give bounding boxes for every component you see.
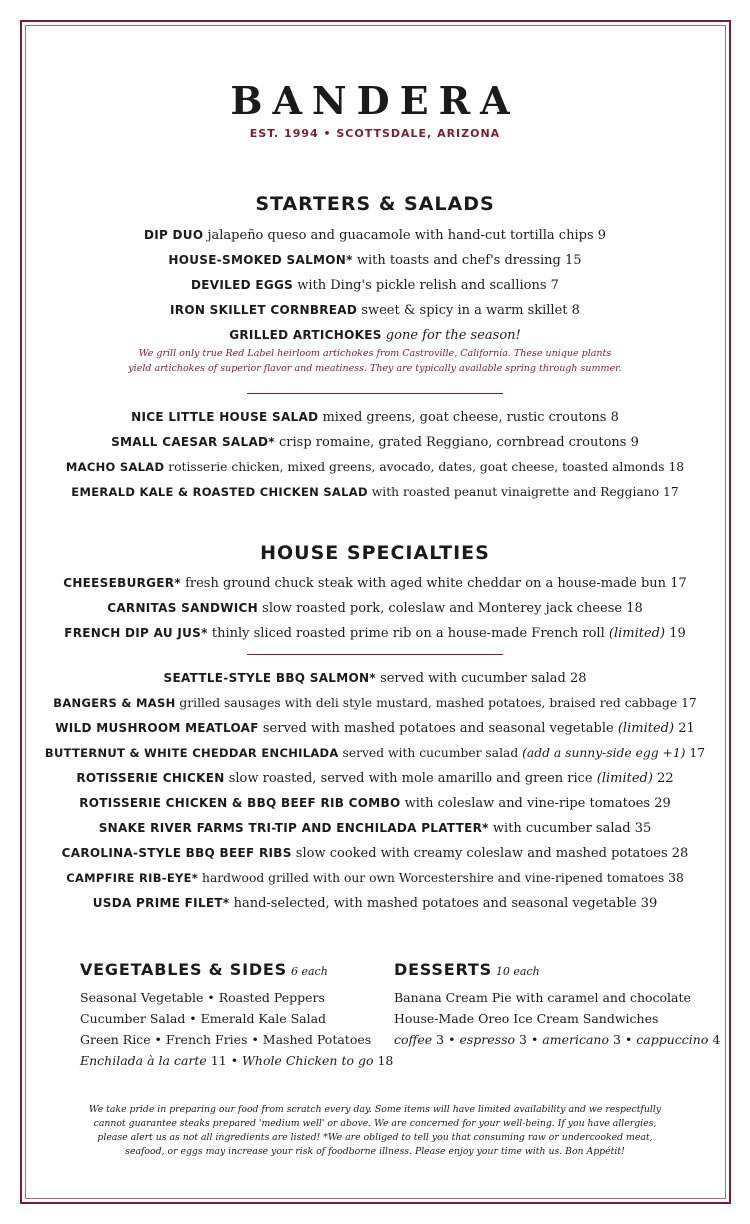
item-name: BANGERS & MASH (53, 696, 176, 710)
desserts-heading (394, 960, 540, 979)
item-price: 9 (597, 228, 607, 243)
item-name: ROTISSERIE CHICKEN (76, 771, 225, 785)
item-note: (limited) (608, 626, 666, 641)
separator: • (624, 1032, 633, 1047)
coffee-price: 3 (436, 1032, 445, 1047)
item-price: 21 (678, 721, 695, 736)
item-name: SNAKE RIVER FARMS TRI-TIP AND ENCHILADA PLATTER* (98, 821, 489, 835)
item-desc: with coleslaw and vine-ripe tomatoes (404, 796, 651, 811)
menu-item-campfire-rib-eye (0, 869, 750, 887)
menu-item-small-caesar-salad (0, 433, 750, 452)
item-note: (limited) (596, 771, 653, 786)
item-name: CAMPFIRE RIB-EYE* (66, 871, 199, 885)
item-name: CARNITAS SANDWICH (107, 601, 259, 615)
separator: • (530, 1032, 539, 1047)
item-name: EMERALD KALE & ROASTED CHICKEN SALAD (71, 485, 368, 499)
menu-item-butternut-enchilada (0, 744, 750, 762)
item-price: 28 (671, 846, 689, 861)
item-desc: slow roasted pork, coleslaw and Monterey jack cheese (262, 601, 623, 616)
item-desc: with roasted peanut vinaigrette and Reggiano (371, 485, 660, 499)
item-desc: sweet & spicy in a warm skillet (361, 303, 568, 318)
sides-title: VEGETABLES & SIDES (80, 960, 287, 979)
item-price: 15 (565, 253, 582, 268)
desserts-title: DESSERTS (394, 960, 492, 979)
item-name: HOUSE-SMOKED SALMON* (168, 253, 353, 267)
menu-item-dip-duo (0, 226, 750, 245)
item-desc: hardwood grilled with our own Worcestershire and vine-ripened tomatoes (202, 871, 665, 885)
item-desc: crisp romaine, grated Reggiano, cornbread croutons (279, 435, 627, 450)
item-name: BUTTERNUT & WHITE CHEDDAR ENCHILADA (44, 746, 339, 760)
item-name: SMALL CAESAR SALAD* (111, 435, 275, 449)
item-price: 19 (669, 626, 686, 641)
item-desc: with Ding's pickle relish and scallions (297, 278, 547, 293)
dessert-line: Banana Cream Pie with caramel and chocolate (394, 990, 691, 1005)
item-price: 17 (670, 576, 687, 591)
cappuccino-price: 4 (712, 1032, 721, 1047)
sides-list (80, 987, 393, 1071)
dessert-line: House-Made Oreo Ice Cream Sandwiches (394, 1011, 659, 1026)
menu-item-house-smoked-salmon (0, 251, 750, 270)
desserts-list (394, 987, 720, 1050)
item-price: 18 (626, 601, 643, 616)
enchilada-a-la-carte: Enchilada à la carte (80, 1053, 207, 1068)
item-desc: slow cooked with creamy coleslaw and mashed potatoes (295, 846, 668, 861)
item-name: USDA PRIME FILET* (92, 896, 230, 910)
menu-item-iron-skillet-cornbread (0, 301, 750, 320)
whole-chicken-price: 18 (377, 1053, 394, 1068)
item-name: GRILLED ARTICHOKES (229, 328, 382, 342)
item-name: SEATTLE-STYLE BBQ SALMON* (163, 671, 376, 685)
sides-line: Cucumber Salad • Emerald Kale Salad (80, 1011, 327, 1026)
item-name: NICE LITTLE HOUSE SALAD (131, 410, 319, 424)
starters-heading: STARTERS & SALADS (255, 193, 495, 215)
item-desc: with toasts and chef's dressing (356, 253, 561, 268)
item-price: 7 (550, 278, 559, 293)
item-price: 35 (634, 821, 652, 836)
menu-item-french-dip (0, 624, 750, 643)
item-price: 9 (630, 435, 639, 450)
menu-item-emerald-kale-salad (0, 483, 750, 501)
item-desc: rotisserie chicken, mixed greens, avocado, dates, goat cheese, toasted almonds (168, 460, 665, 474)
item-name: DEVILED EGGS (191, 278, 294, 292)
footer-line: cannot guarantee steaks prepared 'medium well' or above. We are concerned for your well-being. If you have allergies, (93, 1118, 657, 1129)
espresso-price: 3 (519, 1032, 527, 1047)
menu-item-grilled-artichokes (0, 326, 750, 345)
menu-item-usda-prime-filet (0, 894, 750, 913)
item-name: ROTISSERIE CHICKEN & BBQ BEEF RIB COMBO (79, 796, 401, 810)
item-name: IRON SKILLET CORNBREAD (170, 303, 358, 317)
item-desc: fresh ground chuck steak with aged white cheddar on a house-made bun (185, 576, 667, 591)
menu-item-carolina-bbq-ribs (0, 844, 750, 863)
menu-item-bangers-mash (0, 694, 750, 712)
separator: • (230, 1053, 239, 1068)
item-name: CHEESEBURGER* (63, 576, 181, 590)
item-price: 38 (668, 871, 684, 885)
section-divider (247, 393, 503, 394)
item-desc: hand-selected, with mashed potatoes and seasonal vegetable (233, 896, 637, 911)
item-price: 17 (681, 696, 697, 710)
item-desc: with cucumber salad (492, 821, 631, 836)
americano-name: americano (542, 1032, 610, 1047)
americano-price: 3 (613, 1032, 621, 1047)
item-price: 8 (610, 410, 619, 425)
footer-line: please alert us as not all ingredients are listed! *We are obliged to tell you that consuming raw or undercooked meat, (97, 1132, 653, 1143)
artichoke-note-line-1: We grill only true Red Label heirloom artichokes from Castroville, California. These unique plants (138, 348, 612, 359)
desserts-price: 10 each (495, 965, 540, 978)
menu-item-carnitas-sandwich (0, 599, 750, 618)
item-desc: served with cucumber salad (380, 671, 566, 686)
item-price: 18 (668, 460, 685, 474)
item-desc: mixed greens, goat cheese, rustic croutons (322, 410, 607, 425)
espresso-name: espresso (459, 1032, 516, 1047)
restaurant-tagline: EST. 1994 • SCOTTSDALE, ARIZONA (249, 127, 501, 140)
cappuccino-name: cappuccino (636, 1032, 709, 1047)
item-desc: thinly sliced roasted prime rib on a house-made French roll (211, 626, 605, 641)
coffee-name: coffee (394, 1032, 433, 1047)
item-name: WILD MUSHROOM MEATLOAF (55, 721, 259, 735)
item-price: 17 (663, 485, 679, 499)
item-desc: slow roasted, served with mole amarillo and green rice (228, 771, 593, 786)
sides-line: Green Rice • French Fries • Mashed Potatoes (80, 1032, 372, 1047)
item-desc: gone for the season! (385, 328, 521, 343)
sides-price: 6 each (290, 965, 328, 978)
item-name: FRENCH DIP AU JUS* (64, 626, 208, 640)
menu-item-cheeseburger (0, 574, 750, 593)
item-desc: grilled sausages with deli style mustard, mashed potatoes, braised red cabbage (179, 696, 678, 710)
specialties-heading: HOUSE SPECIALTIES (260, 542, 490, 564)
item-price: 29 (654, 796, 671, 811)
menu-item-nice-little-house-salad (0, 408, 750, 427)
item-desc: jalapeño queso and guacamole with hand-cut tortilla chips (207, 228, 594, 243)
item-name: DIP DUO (143, 228, 204, 242)
menu-item-macho-salad (0, 458, 750, 476)
item-price: 22 (657, 771, 674, 786)
menu-item-wild-mushroom-meatloaf (0, 719, 750, 738)
menu-item-deviled-eggs (0, 276, 750, 295)
menu-item-rotisserie-chicken (0, 769, 750, 788)
item-name: CAROLINA-STYLE BBQ BEEF RIBS (61, 846, 292, 860)
item-price: 8 (571, 303, 580, 318)
menu-item-rotisserie-bbq-combo (0, 794, 750, 813)
item-name: MACHO SALAD (65, 460, 165, 474)
restaurant-logo: BANDERA (230, 78, 520, 123)
sides-extra-line (80, 1050, 393, 1071)
whole-chicken-to-go: Whole Chicken to go (242, 1053, 374, 1068)
item-price: 28 (569, 671, 587, 686)
artichoke-note-line-2: yield artichokes of superior flavor and meatiness. They are typically available spring through summer. (128, 363, 622, 374)
item-desc: served with mashed potatoes and seasonal vegetable (262, 721, 614, 736)
footer-disclaimer (0, 1103, 750, 1159)
footer-line: seafood, or eggs may increase your risk of foodborne illness. Please enjoy your time with us. Bon Appétit! (125, 1146, 625, 1157)
menu-item-seattle-bbq-salmon (0, 669, 750, 688)
coffee-line (394, 1029, 720, 1050)
item-note: (add a sunny-side egg +1) (522, 746, 686, 760)
item-desc: served with cucumber salad (342, 746, 519, 760)
item-price: 39 (640, 896, 658, 911)
menu-item-tri-tip-platter (0, 819, 750, 838)
separator: • (448, 1032, 456, 1047)
sides-heading (80, 960, 328, 979)
footer-line: We take pride in preparing our food from scratch every day. Some items will have limited availability and we respectfully (88, 1104, 662, 1115)
item-note: (limited) (617, 721, 675, 736)
sides-line: Seasonal Vegetable • Roasted Peppers (80, 990, 325, 1005)
item-price: 17 (689, 746, 706, 760)
section-divider (247, 654, 503, 655)
enchilada-price: 11 (210, 1053, 227, 1068)
